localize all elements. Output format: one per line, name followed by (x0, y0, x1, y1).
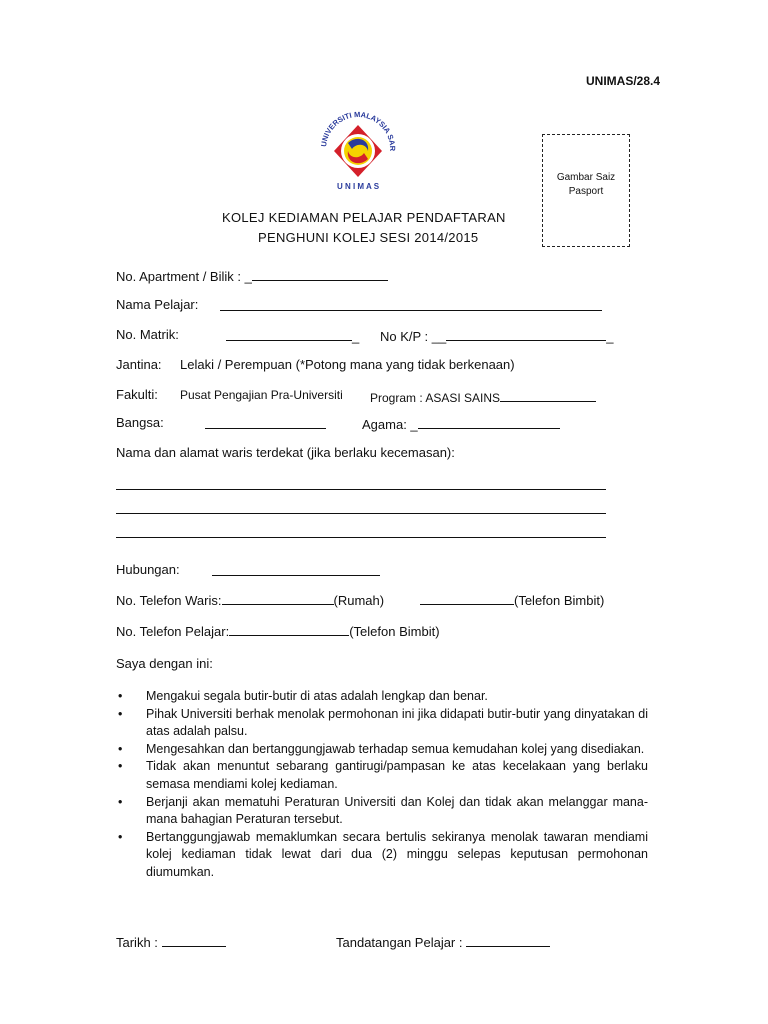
nama-label: Nama Pelajar: (116, 297, 199, 312)
declaration-item: • Tidak akan menuntut sebarang gantirugi/pampasan ke atas kecelakaan yang berlaku semasa mendiami kolej kediaman. (118, 759, 648, 791)
agama-label: Agama: _ (362, 417, 418, 432)
university-logo (312, 103, 404, 195)
bangsa-line[interactable] (205, 428, 326, 429)
waris-address-line-2[interactable] (116, 513, 606, 514)
form-code: UNIMAS/28.4 (586, 74, 661, 88)
form-title-line2: PENGHUNI KOLEJ SESI 2014/2015 (258, 230, 479, 245)
telefon-waris-label: No. Telefon Waris: (116, 593, 222, 608)
tarikh-label: Tarikh : (116, 935, 158, 950)
photo-box-line2: Pasport (568, 186, 604, 197)
tarikh-field[interactable] (116, 933, 226, 950)
telefon-bimbit-waris-line (420, 591, 514, 605)
kp-label: No K/P : __ (380, 329, 447, 344)
program-line (500, 388, 596, 402)
tandatangan-label: Tandatangan Pelajar : (336, 935, 463, 950)
tarikh-line (162, 933, 226, 947)
jantina-label: Jantina: (116, 357, 162, 372)
bullet-icon: • (118, 741, 123, 756)
telefon-pelajar-line (229, 622, 349, 636)
matrik-tail: _ (352, 329, 360, 344)
nama-line[interactable] (220, 310, 602, 311)
rumah-label: (Rumah) (333, 593, 385, 608)
bullet-icon: • (118, 706, 123, 721)
bimbit-waris-label: (Telefon Bimbit) (514, 593, 605, 608)
telefon-pelajar-field[interactable] (116, 622, 440, 639)
telefon-waris-field[interactable] (116, 591, 384, 608)
waris-heading: Nama dan alamat waris terdekat (jika berlaku kecemasan): (116, 445, 455, 460)
agama-line (418, 415, 560, 429)
telefon-bimbit-waris-field[interactable] (420, 591, 604, 608)
waris-address-line-1[interactable] (116, 489, 606, 490)
declaration-item: • Mengesahkan dan bertanggungjawab terhadap semua kemudahan kolej yang disediakan. (118, 741, 648, 759)
fakulti-value: Pusat Pengajian Pra-Universiti (180, 388, 343, 402)
bullet-icon: • (118, 794, 123, 809)
kp-line (446, 327, 606, 341)
program-field[interactable] (370, 388, 596, 405)
photo-box-line1: Gambar Saiz (556, 172, 616, 183)
hubungan-line[interactable] (212, 575, 380, 576)
agama-field[interactable] (362, 415, 560, 432)
tandatangan-line (466, 933, 550, 947)
logo-ring-text: UNIVERSITI MALAYSIA SAR (319, 109, 398, 152)
bullet-icon: • (118, 759, 123, 774)
declaration-list (118, 688, 648, 882)
logo-bottom-text: U N I M A S (336, 182, 380, 191)
declaration-intro: Saya dengan ini: (116, 656, 213, 671)
bimbit-pelajar-label: (Telefon Bimbit) (349, 624, 440, 639)
kp-field[interactable] (380, 327, 613, 344)
telefon-waris-line (222, 591, 334, 605)
bullet-icon: • (118, 689, 123, 703)
matrik-line (226, 327, 352, 341)
fakulti-label: Fakulti: (116, 387, 158, 402)
apartment-label: No. Apartment / Bilik : _ (116, 269, 252, 284)
tandatangan-field[interactable] (336, 933, 550, 950)
declaration-item: • Berjanji akan mematuhi Peraturan Universiti dan Kolej dan tidak akan melanggar mana-mana bahagian Peraturan tersebut. (118, 794, 648, 827)
jantina-value: Lelaki / Perempuan (*Potong mana yang tidak berkenaan) (180, 357, 515, 372)
hubungan-label: Hubungan: (116, 562, 180, 577)
declaration-item: • Pihak Universiti berhak menolak permohonan ini jika didapati butir-butir yang dinyatakan di atas adalah palsu. (118, 706, 648, 739)
form-title-line1: KOLEJ KEDIAMAN PELAJAR PENDAFTARAN (222, 210, 506, 225)
telefon-pelajar-label: No. Telefon Pelajar: (116, 624, 230, 639)
declaration-item: • Bertanggungjawab memaklumkan secara bertulis sekiranya menolak tawaran mendiami kolej kediaman tidak lewat dari dua (2) minggu selepas keputusan permohonan diumumkan. (118, 829, 648, 879)
bullet-icon: • (118, 829, 123, 844)
declaration-item: • Mengakui segala butir-butir di atas adalah lengkap dan benar. (118, 688, 648, 706)
bangsa-label: Bangsa: (116, 415, 164, 430)
apartment-field[interactable] (116, 267, 388, 284)
waris-address-line-3[interactable] (116, 537, 606, 538)
matrik-label: No. Matrik: (116, 327, 179, 342)
passport-photo-box[interactable] (542, 134, 630, 247)
apartment-line (252, 267, 388, 281)
program-value: Program : ASASI SAINS (370, 391, 501, 405)
kp-tail: _ (606, 329, 614, 344)
matrik-field[interactable] (226, 327, 359, 344)
